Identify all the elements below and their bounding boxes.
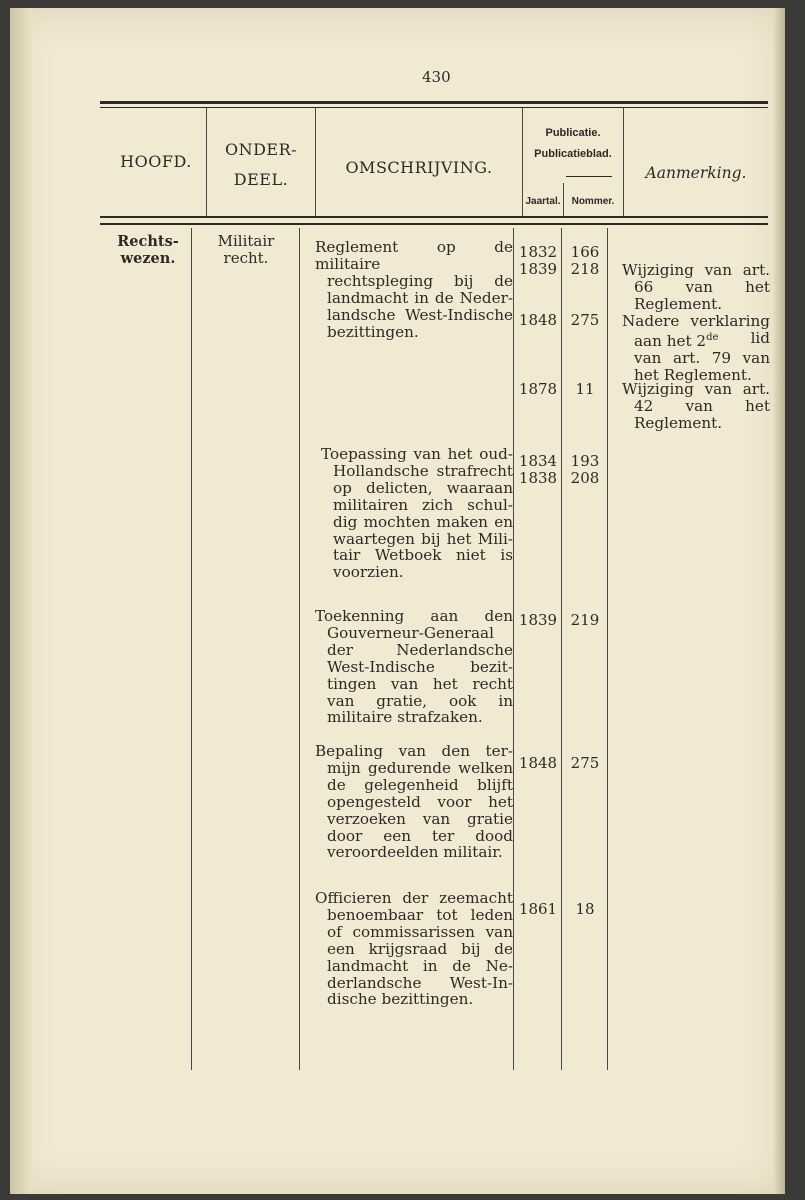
omschrijving-line: een krijgsraad bij de	[327, 939, 513, 958]
jaartal-value: 1832	[518, 243, 558, 261]
omschrijving-line: landmacht in de Ne-	[327, 956, 513, 975]
header-rule-thick	[100, 223, 768, 225]
aanmerking-line: Wijziging van art.	[622, 261, 770, 279]
column-divider	[299, 228, 300, 1070]
omschrijving-entry	[315, 446, 513, 581]
omschrijving-entry	[315, 239, 513, 340]
omschrijving-line: bezittingen.	[327, 322, 419, 341]
omschrijving-line: rechtspleging bij de	[327, 271, 513, 290]
nommer-value: 18	[575, 900, 595, 918]
omschrijving-line: Bepaling van den ter-	[315, 742, 513, 760]
aanmerking-line: Reglement.	[634, 413, 723, 432]
nommer-value: 11	[575, 380, 595, 398]
omschrijving-line: militaire strafzaken.	[327, 708, 483, 727]
nommer-value: 275	[570, 311, 600, 329]
omschrijving-entry	[315, 890, 513, 1008]
omschrijving-line: West-Indische bezit-	[327, 657, 513, 676]
header-publicatie: Publicatie.	[545, 127, 601, 139]
header-jaartal: Jaartal.	[525, 196, 561, 207]
omschrijving-line: tingen van het recht	[327, 674, 513, 693]
aanmerking-entry	[622, 381, 770, 432]
nommer-value: 208	[570, 469, 600, 487]
header-nommer: Nommer.	[571, 196, 615, 207]
aanmerking-entry	[622, 313, 770, 384]
header-omschrijving: OMSCHRIJVING.	[345, 158, 493, 177]
omschrijving-line: Hollandsche strafrecht	[333, 461, 513, 480]
omschrijving-line: veroordeelden militair.	[327, 843, 503, 862]
book-page	[10, 8, 785, 1194]
aanmerking-line: Wijziging van art.	[622, 380, 770, 398]
omschrijving-line: voorzien.	[333, 563, 404, 582]
nommer-value: 218	[570, 260, 600, 278]
omschrijving-line: Toekenning aan den	[315, 607, 513, 625]
omschrijving-line: dische bezittingen.	[327, 990, 474, 1009]
header-aanmerking: Aanmerking.	[645, 164, 747, 182]
omschrijving-line: landmacht in de Neder-	[327, 288, 513, 307]
hoofd-line: Rechts-	[117, 233, 179, 250]
jaartal-value: 1878	[518, 380, 558, 398]
aanmerking-line: van art. 79 van	[634, 348, 770, 367]
page-edge-right	[773, 8, 785, 1194]
omschrijving-line: benoembaar tot leden	[327, 905, 513, 924]
aanmerking-line: het Reglement.	[634, 365, 752, 384]
omschrijving-entry	[315, 608, 513, 726]
jaartal-value: 1834	[518, 452, 558, 470]
omschrijving-line: dig mochten maken en	[333, 512, 513, 531]
jaartal-value: 1848	[518, 754, 558, 772]
omschrijving-line: waartegen bij het Mili-	[333, 529, 513, 548]
aanmerking-text: lid	[750, 328, 770, 347]
superscript: de	[706, 331, 719, 343]
nommer-value: 219	[570, 611, 600, 629]
jaartal-value: 1839	[518, 611, 558, 629]
aanmerking-line: 66 van het	[634, 277, 770, 296]
aanmerking-line: 42 van het	[634, 396, 770, 415]
column-divider	[191, 228, 192, 1070]
column-divider	[607, 228, 608, 1070]
omschrijving-line: militairen zich schul-	[333, 495, 513, 514]
aanmerking-entry	[622, 262, 770, 313]
nommer-value: 166	[570, 243, 600, 261]
header-onderdeel-2: DEEL.	[233, 170, 289, 189]
omschrijving-entry	[315, 743, 513, 861]
omschrijving-line: Toepassing van het oud-	[321, 445, 513, 463]
page-number: 430	[422, 68, 451, 86]
header-rule	[100, 216, 768, 218]
onderdeel-line: recht.	[223, 249, 269, 267]
onderdeel-line: Militair	[217, 232, 275, 250]
onderdeel-cell	[194, 233, 298, 267]
header-hoofd: HOOFD.	[120, 152, 192, 171]
omschrijving-line: mijn gedurende welken	[327, 758, 513, 777]
header-onderdeel-1: ONDER-	[224, 140, 298, 159]
omschrijving-line: landsche West-Indische	[327, 305, 513, 324]
omschrijving-line: derlandsche West-In-	[327, 973, 513, 992]
omschrijving-line: de gelegenheid blijft	[327, 775, 513, 794]
omschrijving-line: verzoeken van gratie	[327, 809, 513, 828]
nommer-value: 193	[570, 452, 600, 470]
jaartal-value: 1839	[518, 260, 558, 278]
omschrijving-line: der Nederlandsche	[327, 640, 513, 659]
aanmerking-line: Nadere verklaring	[622, 312, 770, 330]
nommer-value: 275	[570, 754, 600, 772]
omschrijving-line: tair Wetboek niet is	[333, 546, 513, 565]
top-rule	[100, 101, 768, 104]
page-edge-left	[10, 8, 32, 1194]
omschrijving-line: door een ter dood	[327, 826, 513, 845]
hoofd-line: wezen.	[120, 250, 176, 267]
jaartal-value: 1838	[518, 469, 558, 487]
header-publicatieblad: Publicatieblad.	[534, 148, 612, 160]
omschrijving-line: of commissarissen van	[327, 922, 513, 941]
omschrijving-line: Gouverneur-Generaal	[327, 623, 494, 642]
hoofd-cell	[106, 233, 190, 267]
omschrijving-line: opengesteld voor het	[327, 792, 513, 811]
column-divider	[513, 228, 514, 1070]
omschrijving-line: op delicten, waaraan	[333, 478, 513, 497]
header-divider	[206, 108, 207, 216]
column-divider	[561, 228, 562, 1070]
jaartal-value: 1848	[518, 311, 558, 329]
aanmerking-line: Reglement.	[634, 294, 723, 313]
aanmerking-text: aan het 2de	[634, 331, 719, 350]
jaartal-value: 1861	[518, 900, 558, 918]
header-divider	[623, 108, 624, 216]
publicatie-rule	[566, 176, 612, 177]
top-rule-thin	[100, 107, 768, 108]
omschrijving-line: Officieren der zeemacht	[315, 889, 513, 907]
omschrijving-line: van gratie, ook in	[327, 691, 513, 710]
aanmerking-line	[622, 330, 770, 350]
omschrijving-line: Reglement op de militaire	[315, 238, 513, 273]
